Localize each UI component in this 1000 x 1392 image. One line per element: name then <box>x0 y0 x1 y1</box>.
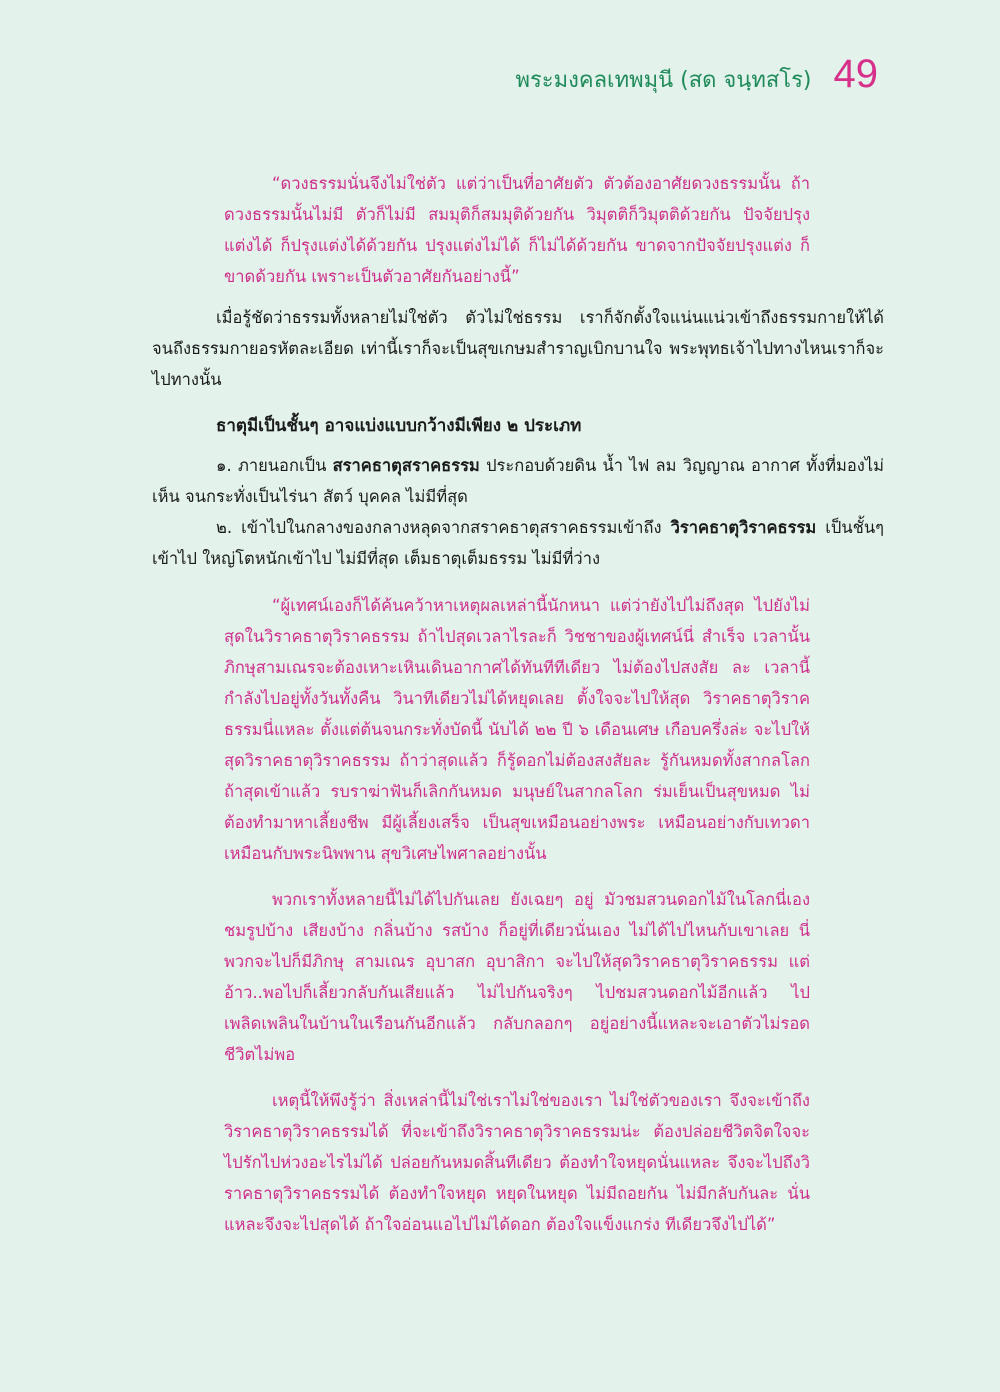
list-item-text: ๑. ภายนอกเป็น <box>216 456 333 475</box>
running-title: พระมงคลเทพมุนี (สด จนฺทสโร) <box>515 68 812 93</box>
quote-block-1 <box>224 168 810 292</box>
list-item-term: วิราคธาตุวิราคธรรม <box>670 518 817 537</box>
list-item-text: ๒. เข้าไปในกลางของกลางหลุดจากสราคธาตุสราคธรรมเข้าถึง <box>216 518 671 537</box>
quote-paragraph: “ดวงธรรมนั่นจึงไม่ใช่ตัว แต่ว่าเป็นที่อาศัยตัว ตัวต้องอาศัยดวงธรรมนั้น ถ้าดวงธรรมนั้นไม่มี ตัวก็ไม่มี สมมุติก็สมมุติด้วยกัน วิมุตติก็วิมุตติด้วยกัน ปัจจัยปรุงแต่งได้ ก็ปรุงแต่งได้ด้วยกัน ปรุงแต่งไม่ได้ ก็ไม่ได้ด้วยกัน ขาดจากปัจจัยปรุงแต่ง ก็ขาดด้วยกัน เพราะเป็นตัวอาศัยกันอย่างนี้” <box>224 174 810 286</box>
list-item-2 <box>152 512 884 574</box>
list-item-text: เป็นชั้นๆ เข้าไป ใหญ่โตหนักเข้าไป ไม่มีที่สุด เต็มธาตุเต็มธรรม ไม่มีที่ว่าง <box>152 518 885 568</box>
quote-paragraph: พวกเราทั้งหลายนี้ไม่ได้ไปกันเลย ยังเฉยๆ อยู่ มัวชมสวนดอกไม้ในโลกนี่เอง ชมรูปบ้าง เสียงบ้าง กลิ่นบ้าง รสบ้าง ก็อยู่ที่เดียวนั่นเอง ไม่ได้ไปไหนกับเขาเลย นี่พวกจะไปก็มีภิกษุ สามเณร อุบาสก อุบาสิกา จะไปให้สุดวิราคธาตุวิราคธรรม แต่อ้าว..พอไปก็เลี้ยวกลับกันเสียแล้ว ไม่ไปกันจริงๆ ไปชมสวนดอกไม้อีกแล้ว ไป เพลิดเพลินในบ้านในเรือนกันอีกแล้ว กลับกลอกๆ อยู่อย่างนี้แหละจะเอาตัวไม่รอด ชีวิตไม่พอ <box>224 890 810 1064</box>
list-item-term: สราคธาตุสราคธรรม <box>332 456 480 475</box>
body-paragraph: เมื่อรู้ชัดว่าธรรมทั้งหลายไม่ใช่ตัว ตัวไม่ใช่ธรรม เราก็จักตั้งใจแน่นแน่วเข้าถึงธรรมกายให้ได้จนถึงธรรมกายอรหัตละเอียด เท่านี้เราก็จะเป็นสุขเกษมสำราญเบิกบานใจ พระพุทธเจ้าไปทางไหนเราก็จะไปทางนั้น <box>152 308 884 389</box>
page-header <box>515 52 878 97</box>
page-content <box>152 168 884 1240</box>
list-item-text: ประกอบด้วยดิน น้ำ ไฟ ลม วิญญาณ อากาศ ทั้งที่มองไม่เห็น จนกระทั่งเป็นไร่นา สัตว์ บุคคล ไม่มีที่สุด <box>152 456 884 506</box>
section-heading: ธาตุมีเป็นชั้นๆ อาจแบ่งแบบกว้างมีเพียง ๒ ประเภท <box>216 416 582 436</box>
page-number: 49 <box>833 52 878 96</box>
quote-paragraph: เหตุนี้ให้พึงรู้ว่า สิ่งเหล่านี้ไม่ใช่เราไม่ใช่ของเรา ไม่ใช่ตัวของเรา จึงจะเข้าถึงวิราคธาตุวิราคธรรมได้ ที่จะเข้าถึงวิราคธาตุวิราคธรรมน่ะ ต้องปล่อยชีวิตจิตใจจะไปรักไปห่วงอะไรไม่ได้ ปล่อยกันหมดสิ้นทีเดียว ต้องทำใจหยุดนั่นแหละ จึงจะไปถึงวิราคธาตุวิราคธรรมได้ ต้องทำใจหยุด หยุดในหยุด ไม่มีถอยกัน ไม่มีกลับกันละ นั่นแหละจึงจะไปสุดได้ ถ้าใจอ่อนแอไปไม่ได้ดอก ต้องใจแข็งแกร่ง ทีเดียวจึงไปได้” <box>224 1091 810 1234</box>
quote-paragraph: “ผู้เทศน์เองก็ได้ค้นคว้าหาเหตุผลเหล่านี้นักหนา แต่ว่ายังไปไม่ถึงสุด ไปยังไม่สุดในวิราคธาตุวิราคธรรม ถ้าไปสุดเวลาไรละก็ วิชชาของผู้เทศน์นี่ สำเร็จ เวลานั้น ภิกษุสามเณรจะต้องเหาะเหินเดินอากาศได้ทันทีทีเดียว ไม่ต้องไปสงสัย ละ เวลานี้กำลังไปอยู่ทั้งวันทั้งคืน วินาทีเดียวไม่ได้หยุดเลย ตั้งใจจะไปให้สุด วิราคธาตุวิราคธรรมนี่แหละ ตั้งแต่ต้นจนกระทั่งบัดนี้ นับได้ ๒๒ ปี ๖ เดือนเศษ เกือบครึ่งล่ะ จะไปให้สุดวิราคธาตุวิราคธรรม ถ้าว่าสุดแล้ว ก็รู้ดอกไม่ต้องสงสัยละ รู้กันหมดทั้งสากลโลก ถ้าสุดเข้าแล้ว รบราฆ่าฟันก็เลิกกันหมด มนุษย์ในสากลโลก ร่มเย็นเป็นสุขหมด ไม่ต้องทำมาหาเลี้ยงชีพ มีผู้เลี้ยงเสร็จ เป็นสุขเหมือนอย่างพระ เหมือนอย่างกับเทวดา เหมือนกับพระนิพพาน สุขวิเศษไพศาลอย่างนั้น <box>224 596 810 863</box>
list-item-1 <box>152 450 884 512</box>
quote-block-2 <box>224 590 810 1240</box>
